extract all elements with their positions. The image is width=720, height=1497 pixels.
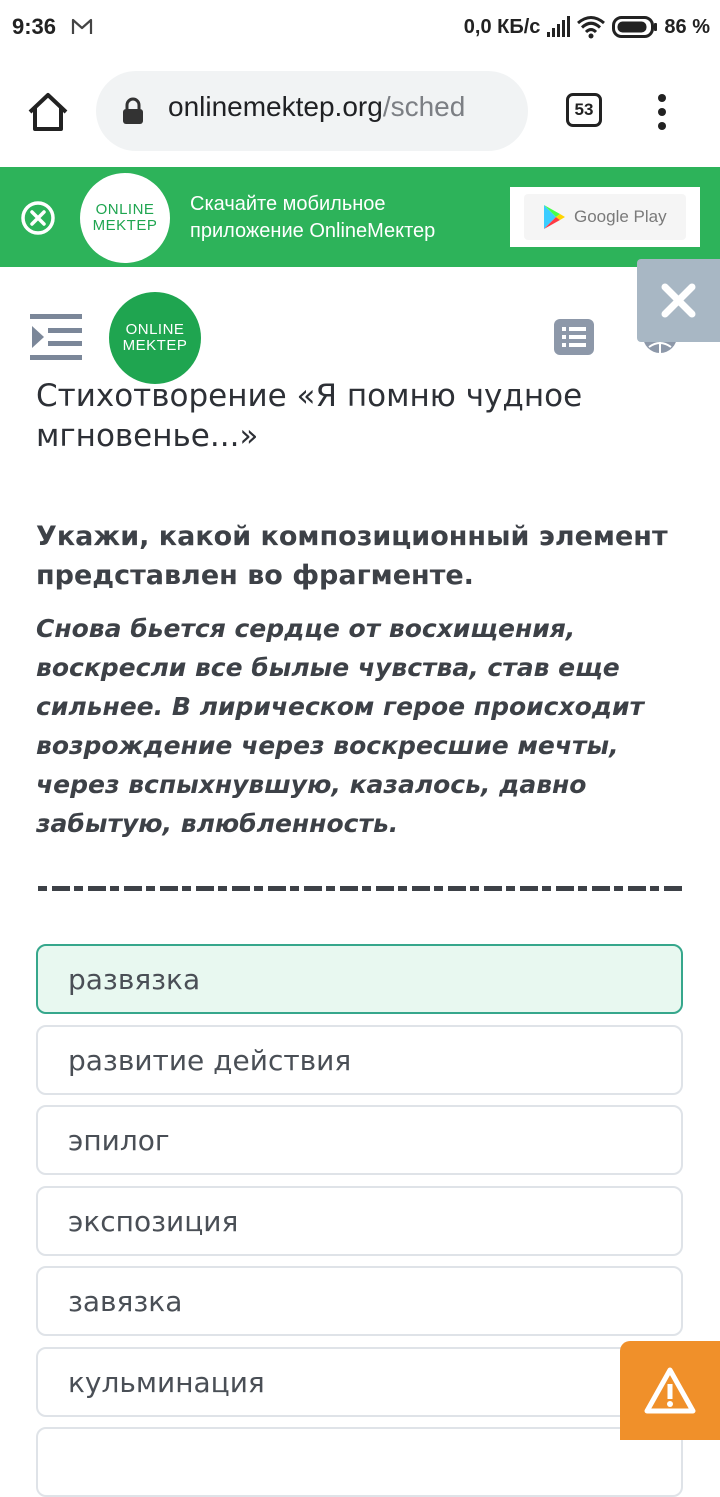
answer-option[interactable] <box>36 1105 683 1175</box>
url-text <box>168 91 465 123</box>
wifi-icon <box>576 15 606 39</box>
home-icon[interactable] <box>26 90 70 134</box>
banner-text-line2: приложение OnlineМектер <box>190 220 436 242</box>
site-logo-line2: MEKTEP <box>122 337 188 354</box>
google-play-button[interactable] <box>510 187 700 247</box>
hamburger-icon[interactable] <box>30 312 82 362</box>
battery-icon <box>612 15 658 39</box>
site-logo-line1: ONLINE <box>125 321 185 338</box>
close-circle-icon[interactable] <box>20 200 56 236</box>
list-icon-glyph <box>554 319 594 355</box>
dashed-divider <box>38 886 682 891</box>
warning-icon <box>620 1341 720 1440</box>
lesson-title <box>36 366 676 456</box>
mail-icon <box>70 15 94 39</box>
close-icon <box>637 259 720 342</box>
signal-icon <box>546 16 570 38</box>
banner-logo-line1: ONLINE <box>95 201 155 218</box>
answer-option-label: развязка <box>68 963 201 996</box>
banner-logo-line2: MEKTEP <box>92 217 158 234</box>
banner-text-line1: Скачайте мобильное <box>190 193 386 215</box>
answer-option-label: эпилог <box>68 1124 170 1157</box>
status-bar <box>0 0 720 56</box>
question-text: Укажи, какой композиционный элемент представлен во фрагменте. <box>36 521 668 591</box>
battery-percent: 86 % <box>664 15 710 38</box>
app-promo-banner <box>0 167 720 267</box>
status-indicators <box>464 12 710 42</box>
answer-option-partial[interactable] <box>36 1427 683 1497</box>
close-overlay-button[interactable] <box>637 259 720 342</box>
google-play-badge <box>524 194 686 240</box>
answer-option-label: развитие действия <box>68 1044 352 1077</box>
google-play-label: Google Play <box>574 207 667 226</box>
report-problem-button[interactable] <box>620 1341 720 1440</box>
lesson-title-line1: Стихотворение «Я помню чудное <box>36 378 583 414</box>
banner-text <box>190 191 435 245</box>
answer-option-label: завязка <box>68 1285 183 1318</box>
answer-option[interactable] <box>36 944 683 1014</box>
list-icon[interactable] <box>554 319 594 355</box>
address-bar[interactable] <box>96 71 528 151</box>
answer-option[interactable] <box>36 1186 683 1256</box>
banner-logo <box>80 173 170 263</box>
url-path: /sched <box>382 91 466 122</box>
more-vert-icon[interactable] <box>652 94 672 130</box>
network-speed: 0,0 КБ/с <box>463 15 541 38</box>
lesson-title-line2: мгновенье...» <box>36 418 259 454</box>
fragment-text: Снова бьется сердце от восхищения, воскресли все былые чувства, став еще сильнее. В лирическом герое происходит возрождение через воскресшие мечты, через вспыхнувшую, казалось, давно забытую, влюбленность. <box>36 614 644 838</box>
answer-option[interactable] <box>36 1266 683 1336</box>
lock-icon <box>122 97 144 125</box>
google-play-icon <box>542 204 566 230</box>
browser-toolbar <box>0 56 720 167</box>
answer-option[interactable] <box>36 1347 683 1417</box>
answer-option-label: экспозиция <box>68 1205 239 1238</box>
status-time: 9:36 <box>12 14 57 39</box>
answer-option[interactable] <box>36 1025 683 1095</box>
answer-option-label: кульминация <box>68 1366 265 1399</box>
url-domain: onlinemektep.org <box>168 91 383 122</box>
tab-switcher-button[interactable]: 53 <box>566 93 602 127</box>
